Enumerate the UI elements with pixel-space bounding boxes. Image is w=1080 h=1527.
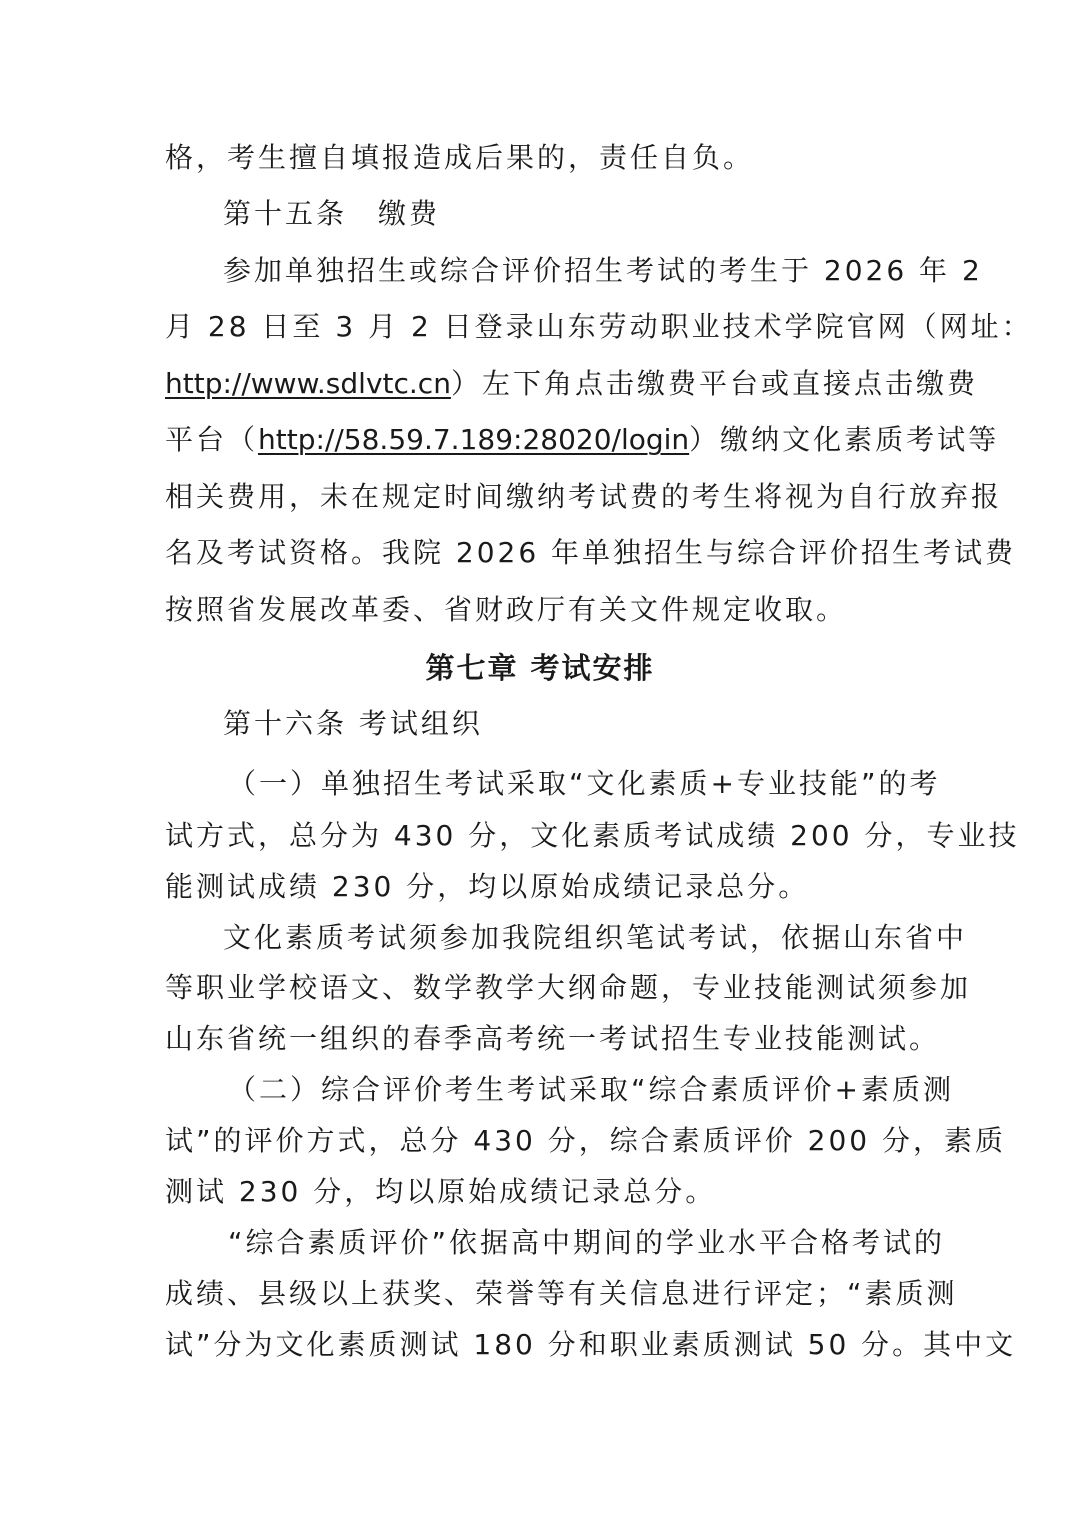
paragraph-line [165, 366, 978, 402]
paragraph-line: 按照省发展改革委、省财政厅有关文件规定收取。 [165, 593, 848, 626]
paragraph-line: 相关费用，未在规定时间缴纳考试费的考生将视为自行放弃报 [165, 480, 1003, 513]
paragraph-line: 测试 230 分，均以原始成绩记录总分。 [165, 1175, 717, 1208]
paragraph-line: 格，考生擅自填报造成后果的，责任自负。 [165, 141, 755, 174]
paragraph-line: 月 28 日至 3 月 2 日登录山东劳动职业技术学院官网（网址： [165, 310, 1033, 343]
link-trailing-text: ）左下角点击缴费平台或直接点击缴费 [450, 367, 978, 400]
paragraph-line: 名及考试资格。我院 2026 年单独招生与综合评价招生考试费 [165, 536, 1017, 569]
paragraph-line: 能测试成绩 230 分，均以原始成绩记录总分。 [165, 870, 810, 903]
paragraph-line: （二）综合评价考生考试采取“综合素质评价+素质测 [228, 1073, 954, 1106]
paragraph-line: 参加单独招生或综合评价招生考试的考生于 2026 年 2 [223, 254, 983, 287]
paragraph-line [165, 422, 999, 458]
link-leading-text: 平台（ [165, 423, 259, 456]
chapter-7-heading: 第七章 考试安排 [425, 651, 655, 685]
paragraph-line: （一）单独招生考试采取“文化素质+专业技能”的考 [228, 767, 941, 800]
paragraph-line: 山东省统一组织的春季高考统一考试招生专业技能测试。 [165, 1022, 941, 1055]
article-15-title: 第十五条 缴费 [223, 197, 441, 230]
payment-platform-link[interactable]: http://58.59.7.189:28020/login [258, 423, 690, 456]
paragraph-line: 试”的评价方式，总分 430 分，综合素质评价 200 分，素质 [165, 1124, 1006, 1157]
paragraph-line: 试”分为文化素质测试 180 分和职业素质测试 50 分。其中文 [165, 1328, 1017, 1361]
paragraph-line: 等职业学校语文、数学教学大纲命题，专业技能测试须参加 [165, 971, 972, 1004]
link-trailing-text: ）缴纳文化素质考试等 [689, 423, 1000, 456]
website-link[interactable]: http://www.sdlvtc.cn [165, 367, 451, 400]
article-16-title: 第十六条 考试组织 [223, 707, 483, 740]
paragraph-line: 成绩、县级以上获奖、荣誉等有关信息进行评定；“素质测 [165, 1277, 958, 1310]
paragraph-line: 文化素质考试须参加我院组织笔试考试，依据山东省中 [223, 921, 968, 954]
paragraph-line: 试方式，总分为 430 分，文化素质考试成绩 200 分，专业技 [165, 819, 1020, 852]
paragraph-line: “综合素质评价”依据高中期间的学业水平合格考试的 [228, 1226, 946, 1259]
